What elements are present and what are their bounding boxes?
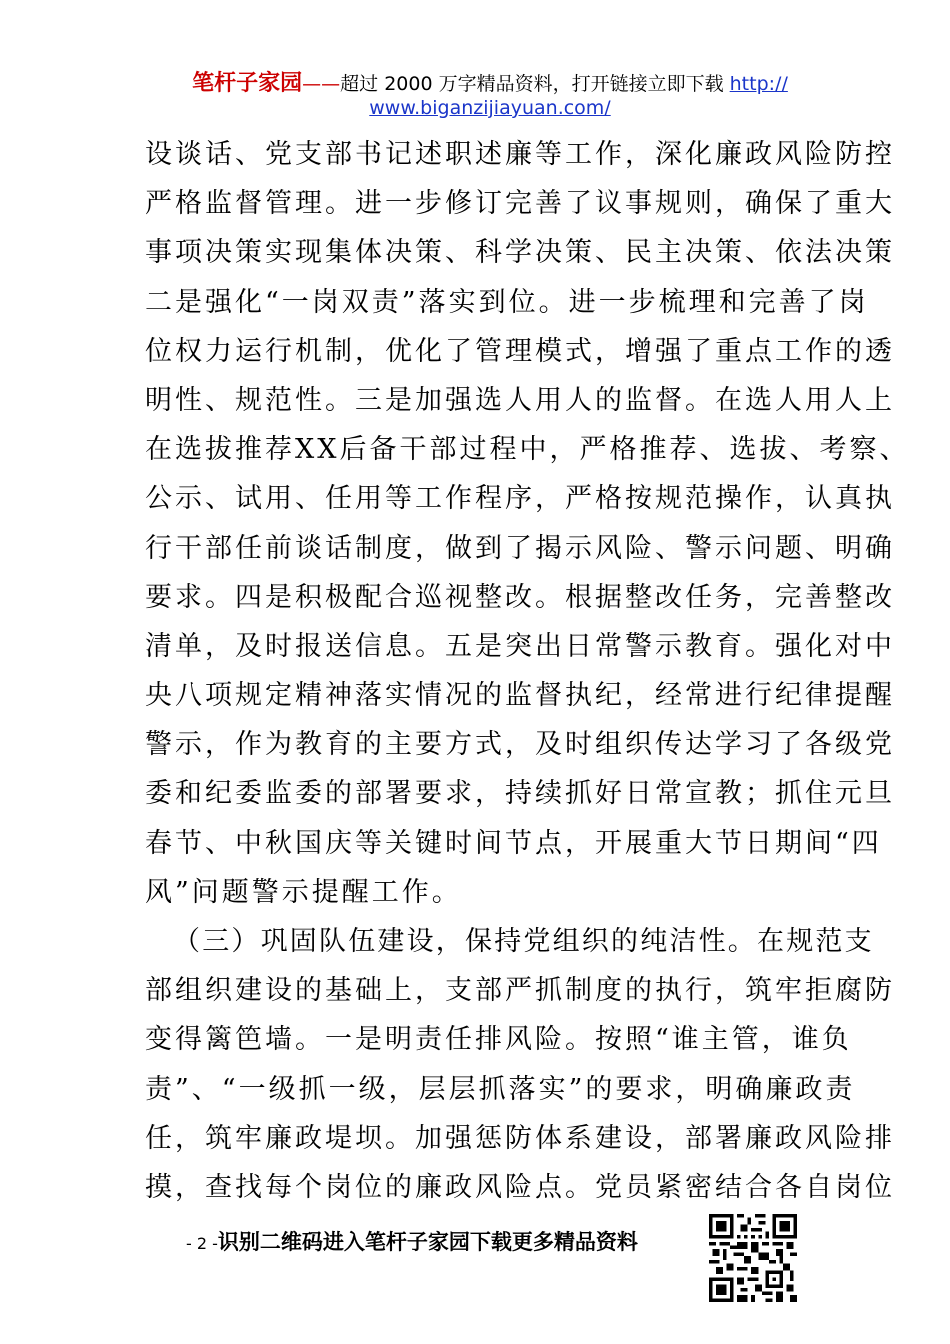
body-line: 公示、试用、任用等工作程序，严格按规范操作，认真执 (145, 483, 895, 515)
body-line: 变得篱笆墙。一是明责任排风险。按照“谁主管，谁负 (145, 1024, 852, 1056)
page-header (170, 72, 810, 120)
body-line: 部组织建设的基础上，支部严抓制度的执行，筑牢拒腐防 (145, 975, 895, 1007)
body-line: 在选拔推荐XX后备干部过程中，严格推荐、选拔、考察、 (145, 434, 910, 466)
body-line: 春节、中秋国庆等关键时间节点，开展重大节日期间“四 (145, 827, 882, 859)
body-line: 设谈话、党支部书记述职述廉等工作，深化廉政风险防控 (145, 139, 895, 170)
body-line: 清单，及时报送信息。五是突出日常警示教育。强化对中 (145, 630, 895, 662)
page-number: - 2 - (186, 1234, 218, 1253)
brand-dash: —— (302, 73, 341, 95)
body-line: 明性、规范性。三是加强选人用人的监督。在选人用人上 (145, 384, 895, 416)
body-line: 事项决策实现集体决策、科学决策、民主决策、依法决策 (145, 237, 895, 269)
body-line: 委和纪委监委的部署要求，持续抓好日常宣教；抓住元旦 (145, 778, 895, 810)
body-line: 摸，查找每个岗位的廉政风险点。党员紧密结合各自岗位 (145, 1171, 895, 1203)
body-line: 严格监督管理。进一步修订完善了议事规则，确保了重大 (145, 188, 895, 220)
body-line: 风”问题警示提醒工作。 (145, 876, 462, 908)
body-line: 二是强化“一岗双责”落实到位。进一步梳理和完善了岗 (145, 286, 869, 318)
page-footer (186, 1226, 638, 1256)
body-line: 任，筑牢廉政堤坝。加强惩防体系建设，部署廉政风险排 (145, 1122, 895, 1154)
website-link-part2[interactable]: www.biganzijiayuan.com/ (369, 97, 611, 119)
body-line: 行干部任前谈话制度，做到了揭示风险、警示问题、明确 (145, 532, 895, 564)
body-line: 要求。四是积极配合巡视整改。根据整改任务，完善整改 (145, 581, 895, 613)
document-body (145, 130, 910, 1212)
website-link-part1[interactable]: http:// (729, 73, 788, 95)
header-tagline: 超过 2000 万字精品资料，打开链接立即下载 (340, 73, 730, 95)
footer-promo-text: 识别二维码进入笔杆子家园下载更多精品资料 (217, 1230, 638, 1254)
body-line: 位权力运行机制，优化了管理模式，增强了重点工作的透 (145, 335, 895, 367)
section-heading-line: （三）巩固队伍建设，保持党组织的纯洁性。在规范支 (173, 926, 874, 957)
qr-code-icon[interactable] (709, 1214, 797, 1302)
body-line: 央八项规定精神落实情况的监督执纪，经常进行纪律提醒 (145, 680, 895, 712)
brand-name: 笔杆子家园 (192, 71, 303, 96)
body-line: 责”、“一级抓一级，层层抓落实”的要求，明确廉政责 (145, 1073, 856, 1105)
body-line: 警示，作为教育的主要方式，及时组织传达学习了各级党 (145, 729, 895, 761)
